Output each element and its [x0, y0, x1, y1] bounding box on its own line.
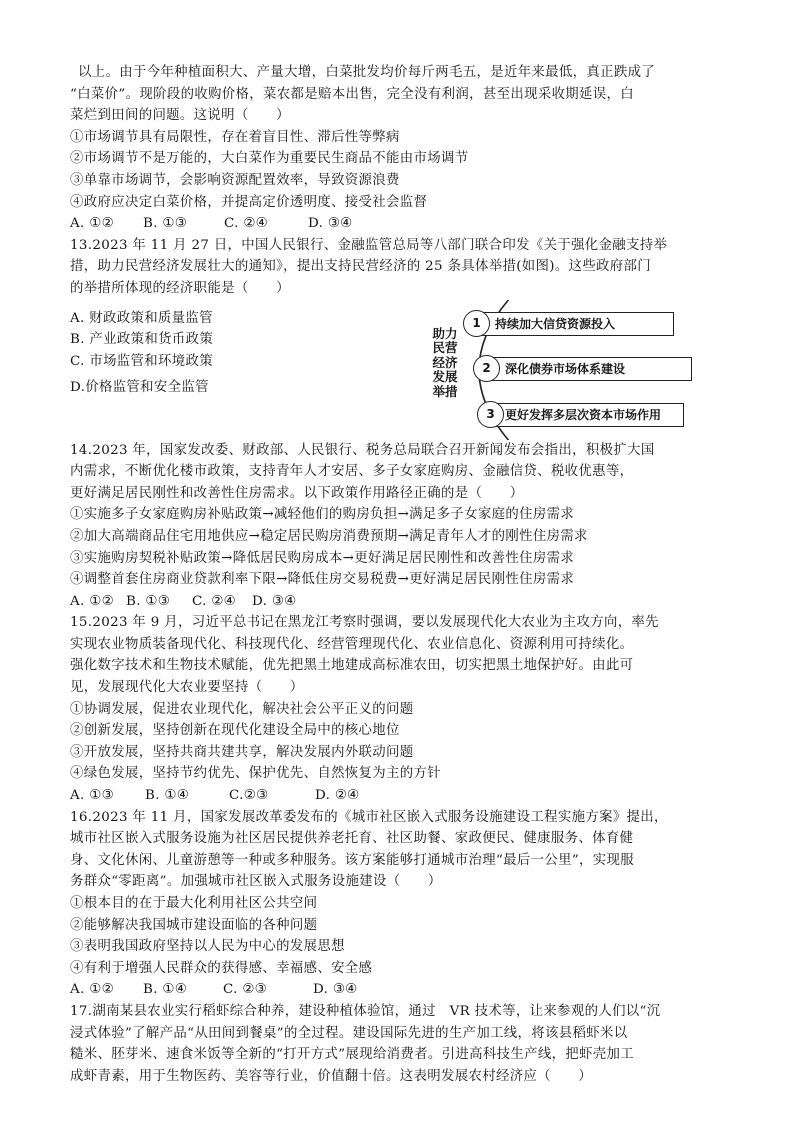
option-a[interactable]: A. 财政政策和质量监管	[70, 310, 213, 326]
question-stem-line: 的举措所体现的经济职能是（ ）	[70, 280, 290, 296]
question-14	[70, 440, 730, 613]
question-stem-line: 13.2023 年 11 月 27 日，中国人民银行、金融监管总局等八部门联合印发《关于强化金融支持举	[70, 237, 668, 253]
answer-statement: ②市场调节不是万能的，大白菜作为重要民生商品不能由市场调节	[70, 151, 469, 167]
answer-statement: ②创新发展，坚持创新在现代化建设全局中的核心地位	[70, 723, 400, 739]
answer-statement: ③表明我国政府坚持以人民为中心的发展思想	[70, 939, 345, 955]
answer-statement: ④政府应决定白菜价格，并提高定价透明度、接受社会监督	[70, 194, 428, 210]
answer-statement: ①协调发展，促进农业现代化，解决社会公平正义的问题	[70, 701, 414, 717]
answer-statement: ④绿色发展，坚持节约优先、保护优先、自然恢复为主的方针	[70, 766, 441, 782]
question-12-tail	[70, 62, 730, 235]
option-b[interactable]: B. ①③	[126, 593, 171, 609]
option-c[interactable]: C.②③	[229, 788, 269, 804]
option-b[interactable]: B. ①③	[143, 216, 188, 232]
question-stem-line: 措，助力民营经济发展壮大的通知》，提出支持民营经济的 25 条具体举措(如图)。这些政府部门	[70, 259, 652, 275]
question-stem-line: 务群众“零距离”。加强城市社区嵌入式服务设施建设（ ）	[70, 874, 442, 890]
question-stem-line: “白菜价”。现阶段的收购价格，菜农都是赔本出售，完全没有利润，甚至出现采收期延误，白	[70, 86, 635, 102]
question-stem-line: 成虾青素，用于生物医药、美容等行业，价值翻十倍。这表明发展农村经济应（ ）	[70, 1068, 593, 1084]
question-13-body	[70, 300, 730, 440]
answer-options	[70, 308, 213, 399]
answer-statement: ④调整首套住房商业贷款利率下限→降低住房交易税费→更好满足居民刚性住房需求	[70, 572, 575, 588]
question-stem-line: 17.湖南某县农业实行稻虾综合种养，建设种植体验馆，通过 VR 技术等，让来参观的人们以“沉	[70, 1003, 661, 1019]
answer-statement: ②能够解决我国城市建设面临的各种问题	[70, 917, 318, 933]
measure-text: 深化债券市场体系建设	[505, 362, 626, 377]
answer-options	[70, 979, 730, 1001]
question-stem-line: 14.2023 年，国家发改委、财政部、人民银行、税务总局联合召开新闻发布会指出，积极扩大国	[70, 442, 655, 458]
option-c[interactable]: C. ②④	[224, 216, 269, 232]
question-16	[70, 807, 730, 1001]
answer-statement: ④有利于增强人民群众的获得感、幸福感、安全感	[70, 960, 373, 976]
exam-page	[70, 62, 730, 1087]
question-stem-line: 见，发展现代化大农业要坚持（ ）	[70, 680, 304, 696]
measure-number-badge: 3	[477, 401, 504, 428]
figure-side-label: 助力 民营 经济 发展 举措	[432, 325, 458, 399]
option-d[interactable]: D. ②④	[315, 788, 360, 804]
question-15	[70, 612, 730, 806]
option-c[interactable]: C. 市场监管和环境政策	[70, 353, 213, 369]
option-a[interactable]: A. ①③	[70, 788, 114, 804]
question-stem-line: 16.2023 年 11 月，国家发展改革委发布的《城市社区嵌入式服务设施建设工程实施方案》提出，	[70, 809, 668, 825]
question-stem-line: 更好满足居民刚性和改善性住房需求。以下政策作用路径正确的是（ ）	[70, 485, 524, 501]
question-stem-line: 城市社区嵌入式服务设施为社区居民提供养老托育、社区助餐、家政便民、健康服务、体育健	[70, 831, 634, 847]
option-a[interactable]: A. ①②	[70, 216, 114, 232]
option-d[interactable]: D.价格监管和安全监管	[70, 380, 209, 396]
option-c[interactable]: C. ②④	[192, 593, 237, 609]
question-stem-line: 实现农业物质装备现代化、科技现代化、经营管理现代化、农业信息化、资源利用可持续化。	[70, 636, 634, 652]
option-b[interactable]: B. ①④	[143, 982, 188, 998]
answer-options	[70, 785, 730, 807]
option-a[interactable]: A. ①②	[70, 593, 114, 609]
figure-measure-2	[482, 357, 692, 381]
measure-text: 更好发挥多层次资本市场作用	[505, 408, 662, 423]
option-b[interactable]: B. 产业政策和货币政策	[70, 332, 214, 348]
question-stem-line: 糙米、胚芽米、速食米饭等全新的“打开方式”展现给消费者。引进高科技生产线，把虾壳加工	[70, 1047, 635, 1063]
measure-number-badge: 2	[473, 355, 500, 382]
option-b[interactable]: B. ①④	[145, 788, 190, 804]
measure-text: 持续加大信贷资源投入	[495, 317, 616, 332]
question-stem-line: 身、文化休闲、儿童游憩等一种或多种服务。该方案能够打通城市治理“最后一公里”，实现服	[70, 852, 635, 868]
question-stem-line: 强化数字技术和生物技术赋能，优先把黑土地建成高标准农田，切实把黑土地保护好。由此可	[70, 658, 634, 674]
option-a[interactable]: A. ①②	[70, 982, 114, 998]
question-stem-line: 以上。由于今年种植面积大、产量大增，白菜批发均价每斤两毛五，是近年来最低，真正跌成了	[78, 65, 656, 80]
answer-statement: ①根本目的在于最大化利用社区公共空间	[70, 896, 318, 911]
option-c[interactable]: C. ②③	[223, 982, 268, 998]
answer-options	[70, 591, 730, 613]
question-17	[70, 1001, 730, 1087]
question-stem-line: 15.2023 年 9 月，习近平总书记在黑龙江考察时强调，要以发展现代化大农业为主攻方向，率先	[70, 615, 659, 631]
figure-measure-3	[486, 403, 684, 427]
answer-options	[70, 213, 730, 235]
question-stem-line: 内需求，不断优化楼市政策，支持青年人才安居、多子女家庭购房、金融信贷、税收优惠等，	[70, 464, 634, 480]
answer-statement: ①实施多子女家庭购房补贴政策→减轻他们的购房负担→满足多子女家庭的住房需求	[70, 507, 575, 523]
question-13	[70, 235, 730, 440]
figure-measure-1	[472, 312, 674, 336]
option-d[interactable]: D. ③④	[252, 593, 297, 609]
question-stem-line: 菜烂到田间的问题。这说明（ ）	[70, 108, 290, 124]
answer-statement: ③实施购房契税补贴政策→降低居民购房成本→更好满足居民刚性和改善性住房需求	[70, 550, 575, 566]
policy-measures-figure	[430, 300, 730, 440]
answer-statement: ③开放发展，坚持共商共建共享，解决发展内外联动问题	[70, 744, 414, 760]
option-d[interactable]: D. ③④	[308, 216, 353, 232]
answer-statement: ②加大高端商品住宅用地供应→稳定居民购房消费预期→满足青年人才的刚性住房需求	[70, 528, 588, 544]
answer-statement: ③单靠市场调节，会影响资源配置效率，导致资源浪费	[70, 172, 400, 188]
answer-statement: ①市场调节具有局限性，存在着盲目性、滞后性等弊病	[70, 129, 400, 145]
measure-number-badge: 1	[463, 310, 490, 337]
option-d[interactable]: D. ③④	[313, 982, 358, 998]
question-stem-line: 浸式体验”了解产品“从田间到餐桌”的全过程。建设国际先进的生产加工线，将该县稻虾米以	[70, 1025, 628, 1041]
